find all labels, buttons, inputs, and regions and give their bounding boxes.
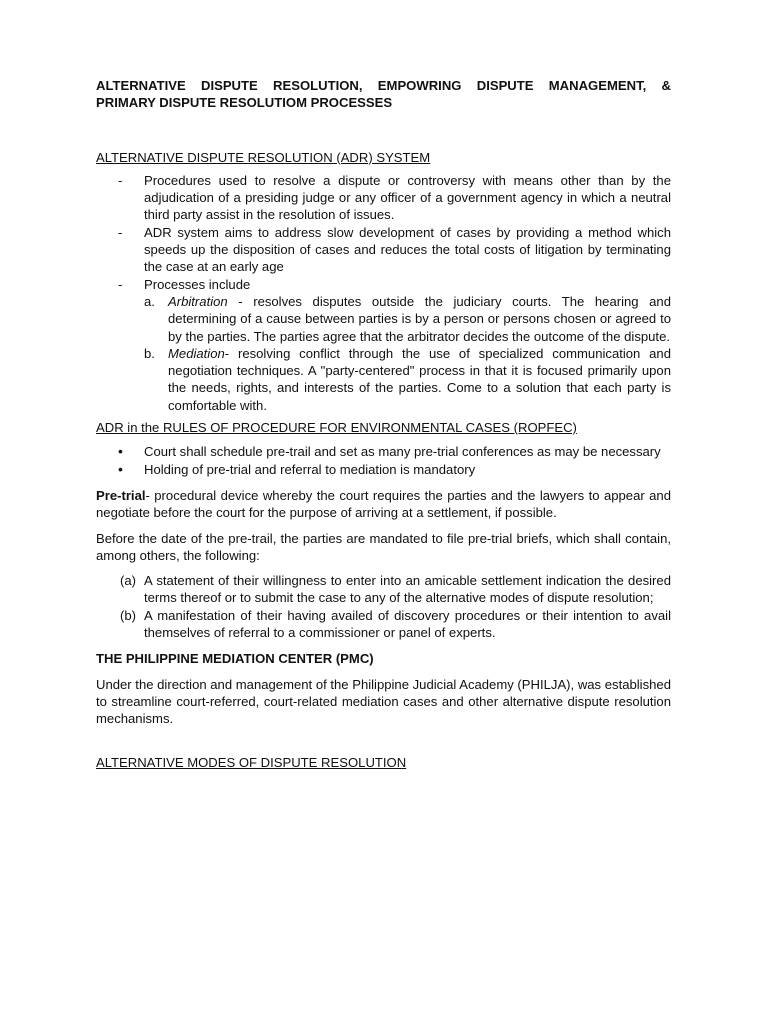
pmc-heading: THE PHILIPPINE MEDIATION CENTER (PMC) [96,651,374,667]
list-item-text: Procedures used to resolve a dispute or controversy with means other than by the adjudication of a presiding judge or any officer of a government agency in which a neutral third party assist in the resolution of issues. [144,172,671,223]
list-item-text: Processes include [144,276,251,292]
list-item [96,224,671,276]
adr-system-list [96,172,671,414]
process-term: Arbitration [168,293,228,309]
list-item [96,443,671,460]
adr-system-heading: ALTERNATIVE DISPUTE RESOLUTION (ADR) SYSTEM [96,149,431,165]
list-item [96,461,671,478]
dash-marker: - [118,172,123,188]
title-line-1: ALTERNATIVE DISPUTE RESOLUTION, EMPOWRING DISPUTE MANAGEMENT, & [96,78,671,93]
process-item-arbitration [144,293,671,345]
pretrial-definition [96,487,671,522]
list-item-text: A manifestation of their having availed of discovery procedures or their intention to avail themselves of referral to a commissioner or panel of experts. [144,607,671,641]
list-item [96,607,671,642]
list-item-text: ADR system aims to address slow development of cases by providing a method which speeds up the disposition of cases and reduces the total costs of litigation by terminating the case at an early age [144,224,671,275]
list-item-text: Holding of pre-trial and referral to mediation is mandatory [144,461,476,477]
list-item-text: A statement of their willingness to enter into an amicable settlement indication the desired terms thereof or to submit the case to any of the alternative modes of dispute resolution; [144,573,671,606]
paren-marker: (b) [120,607,137,623]
ropfec-list [96,443,671,478]
pretrial-intro: Before the date of the pre-trail, the parties are mandated to file pre-trial briefs, which shall contain, among others, the following: [96,530,671,563]
document-body [96,77,671,771]
process-text: - resolving conflict through the use of specialized communication and negotiation techniques. A "party-centered" process in that it is focused primarily upon the needs, rights, and interests of the parties. Come to a solution that each party is comfortable with. [168,345,671,413]
list-item [96,172,671,224]
bullet-marker: • [118,443,123,460]
title-line-2: PRIMARY DISPUTE RESOLUTIOM PROCESSES [96,95,393,111]
dash-marker: - [118,224,123,240]
pretrial-definition-text: - procedural device whereby the court requires the parties and the lawyers to appear and negotiate before the court for the purpose of arriving at a settlement, if possible. [96,487,671,521]
process-item-mediation [144,345,671,414]
pretrial-briefs-list [96,572,671,641]
process-text: - resolves disputes outside the judiciary courts. The hearing and determining of a cause between parties is by a person or persons chosen or agreed to by the parties. The parties agree that the arbitrator decides the outcome of the dispute. [168,293,671,344]
alpha-marker: a. [144,293,155,309]
alpha-marker: b. [144,345,155,361]
paren-marker: (a) [120,573,137,589]
document-title [96,77,671,112]
list-item [96,276,671,414]
bullet-marker: • [118,460,123,477]
process-term: Mediation [168,345,225,361]
processes-list [144,293,671,414]
list-item-text: Court shall schedule pre-trail and set as many pre-trial conferences as may be necessary [144,444,661,460]
pmc-text: Under the direction and management of the Philippine Judicial Academy (PHILJA), was established to streamline court-referred, court-related mediation cases and other alternative dispute resolution mechanisms. [96,676,671,727]
alt-modes-heading: ALTERNATIVE MODES OF DISPUTE RESOLUTION [96,754,407,770]
list-item [96,572,671,607]
ropfec-heading: ADR in the RULES OF PROCEDURE FOR ENVIRONMENTAL CASES (ROPFEC) [96,420,577,436]
pretrial-term: Pre-trial [96,487,146,503]
dash-marker: - [118,276,123,292]
